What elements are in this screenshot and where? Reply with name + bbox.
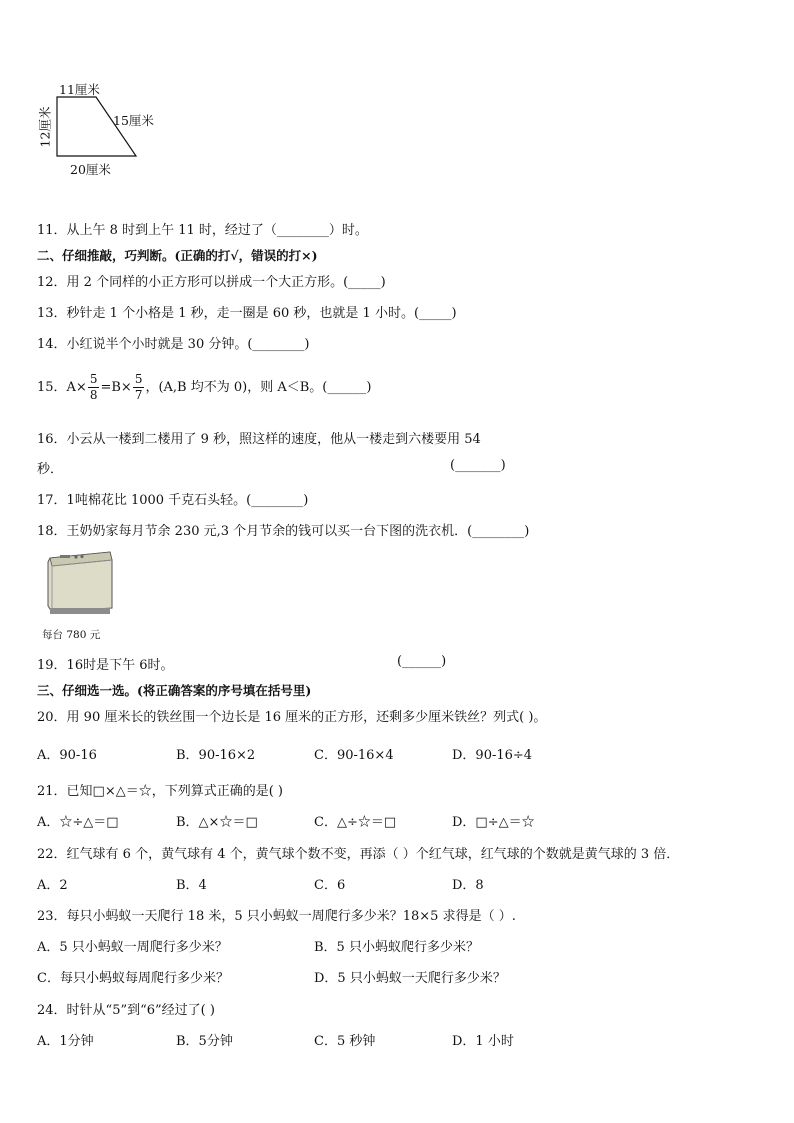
question-12: 12．用 2 个同样的小正方形可以拼成一个大正方形。(_____) (37, 275, 386, 290)
question-23: 23．每只小蚂蚁一天爬行 18 米，5 只小蚂蚁一周爬行多少米？18×5 求得是（ ）. (37, 909, 516, 924)
question-17: 17．1吨棉花比 1000 千克石头轻。(________) (37, 493, 309, 508)
q22-option-c: C．6 (314, 878, 346, 893)
q20-option-d: D．90-16÷4 (452, 748, 533, 763)
q21-option-d: D．□÷△＝☆ (452, 815, 535, 830)
section-3-heading: 三、仔细选一选。(将正确答案的序号填在括号里) (37, 683, 312, 698)
question-16-blank: (_______) (450, 458, 506, 473)
question-21: 21．已知□×△＝☆，下列算式正确的是( ) (37, 784, 283, 799)
q23-option-a: A．5 只小蚂蚁一周爬行多少米？ (37, 940, 228, 955)
question-16-line-2: 秒． (37, 462, 64, 477)
question-13: 13．秒针走 1 个小格是 1 秒，走一圈是 60 秒，也就是 1 小时。(_____) (37, 306, 457, 321)
q22-option-d: D．8 (452, 878, 484, 893)
q23-option-d: D．5 只小蚂蚁一天爬行多少米？ (314, 971, 506, 986)
question-22: 22．红气球有 6 个，黄气球有 4 个，黄气球个数不变，再添（ ）个红气球，红气球的个数就是黄气球的 3 倍． (37, 847, 680, 862)
q21-option-a: A．☆÷△＝□ (37, 815, 119, 830)
q23-option-c: C．每只小蚂蚁每周爬行多少米？ (37, 971, 229, 986)
q21-option-b: B．△×☆＝□ (176, 815, 258, 830)
q15-frac1-den: 8 (89, 388, 98, 402)
q23-option-b: B．5 只小蚂蚁爬行多少米？ (314, 940, 479, 955)
q15-fraction-1 (88, 372, 100, 403)
q15-prefix: 15．A× (37, 380, 87, 395)
question-16-line-1: 16．小云从一楼到二楼用了 9 秒，照这样的速度，他从一楼走到六楼要用 54 (37, 432, 481, 447)
q15-fraction-2 (133, 372, 145, 403)
q15-suffix: ，(A,B 均不为 0)，则 A＜B。(______) (145, 380, 372, 395)
question-24: 24．时针从“5”到“6”经过了( ) (37, 1003, 215, 1018)
trapezoid-right-label: 15厘米 (113, 113, 154, 128)
q22-option-b: B．4 (176, 878, 207, 893)
q22-option-a: A．2 (37, 878, 68, 893)
question-15 (37, 368, 371, 408)
trapezoid-top-label: 11厘米 (59, 82, 100, 97)
trapezoid-left-label: 12厘米 (37, 106, 53, 148)
q20-option-c: C．90-16×4 (314, 748, 394, 763)
question-18: 18．王奶奶家每月节余 230 元,3 个月节余的钱可以买一台下图的洗衣机．(________) (37, 524, 530, 539)
q24-option-a: A．1分钟 (37, 1034, 94, 1049)
question-14: 14．小红说半个小时就是 30 分钟。(________) (37, 337, 310, 352)
q24-option-b: B．5分钟 (176, 1034, 233, 1049)
question-20: 20．用 90 厘米长的铁丝围一个边长是 16 厘米的正方形，还剩多少厘米铁丝？列式( )。 (37, 710, 547, 725)
section-2-heading: 二、仔细推敲，巧判断。(正确的打√，错误的打×) (37, 248, 318, 263)
q15-frac2-den: 7 (134, 388, 143, 402)
trapezoid-bottom-label: 20厘米 (70, 162, 111, 177)
q20-option-a: A．90-16 (37, 748, 97, 763)
q21-option-c: C．△÷☆＝□ (314, 815, 397, 830)
question-11: 11．从上午 8 时到上午 11 时，经过了（________）时。 (37, 223, 368, 238)
q20-option-b: B．90-16×2 (176, 748, 256, 763)
question-19: 19．16时是下午 6时。 (37, 658, 174, 673)
q24-option-c: C．5 秒钟 (314, 1034, 376, 1049)
washing-machine-image (44, 548, 116, 616)
q15-mid: =B× (100, 380, 132, 395)
washing-machine-caption: 每台 780 元 (42, 629, 101, 641)
question-19-blank: (______) (397, 654, 447, 669)
q15-frac2-num: 5 (134, 372, 143, 386)
q15-frac1-num: 5 (89, 372, 98, 386)
q24-option-d: D．1 小时 (452, 1034, 514, 1049)
